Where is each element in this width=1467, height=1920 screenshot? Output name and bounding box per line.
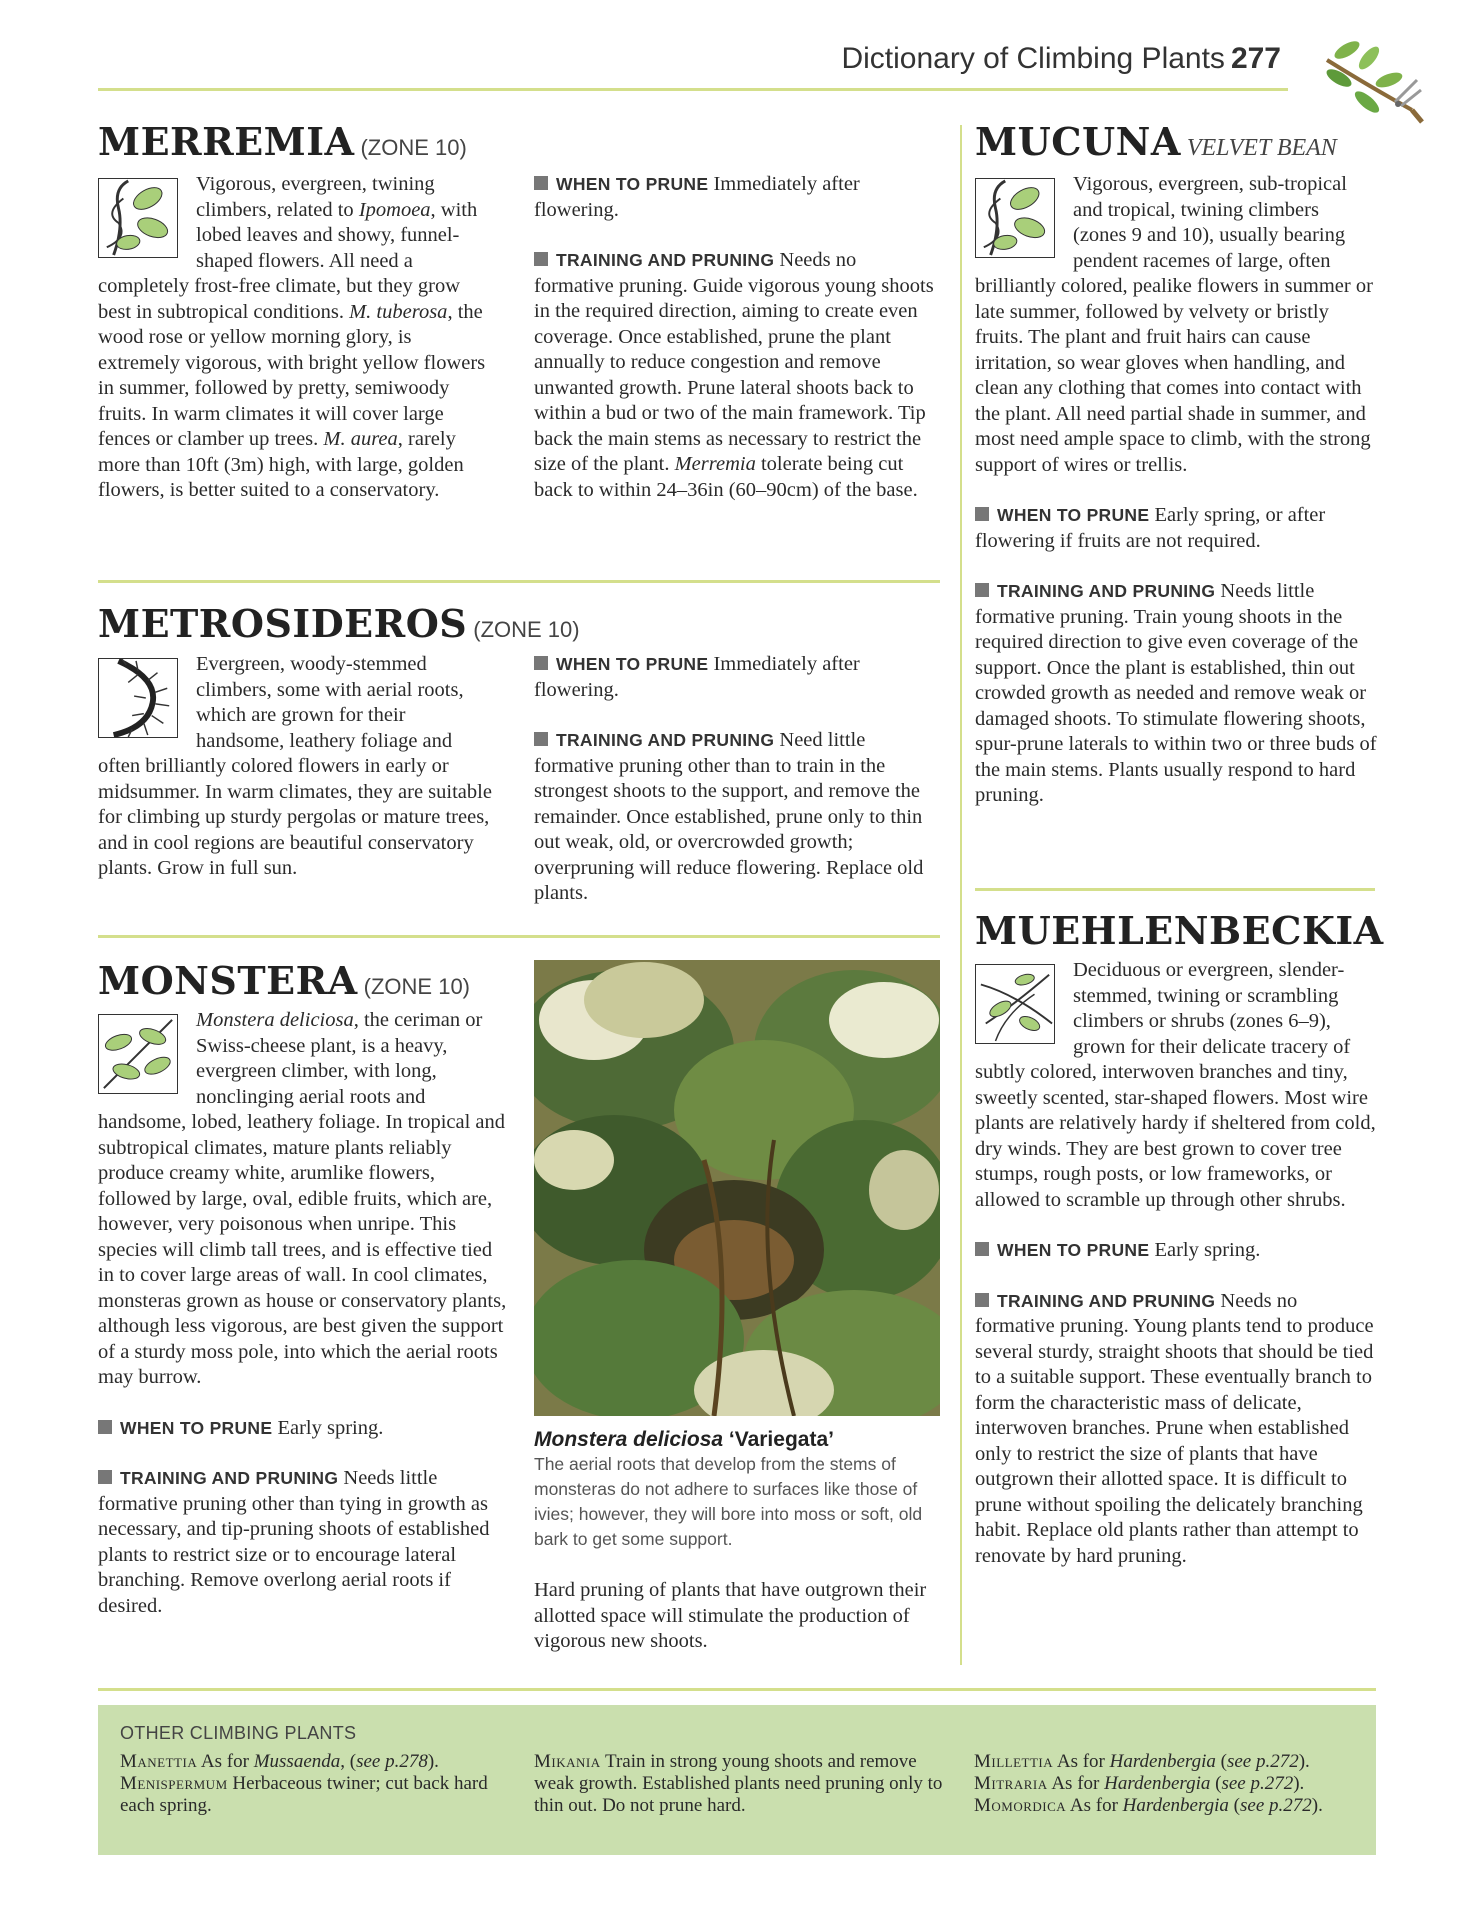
training-label: TRAINING AND PRUNING [556, 730, 775, 750]
when-text: Early spring. [272, 1416, 384, 1439]
training-label: TRAINING AND PRUNING [120, 1468, 339, 1488]
zone-label: (ZONE 10) [473, 617, 580, 642]
when-to-prune [975, 1238, 1377, 1264]
caption-text: The aerial roots that develop from the stems of monsteras do not adhere to surfaces like those of ivies; however, they will bore into moss or soft, old bark to get some support. [534, 1454, 923, 1549]
merremia-desc-part: , the wood rose or yellow morning glory, is extremely vigorous, with bright yellow flowers in summer, followed by pretty, semiwoody fruits. In warm climates it will cover large fences or clamber up trees. [98, 300, 486, 450]
when-label: WHEN TO PRUNE [997, 1240, 1150, 1260]
section-rule [975, 888, 1375, 891]
entry-text: ). [1298, 1751, 1310, 1772]
training-text: Needs little formative pruning. Train young shoots in the required direction to give even coverage of the support. Once the plant is established, thin out crowded growth as needed and remove weak or damaged shoots. To stimulate flowering shoots, spur-prune laterals to within two or three buds of the main stems. Plants usually respond to hard pruning. [975, 580, 1377, 806]
when-text: Early spring. [1149, 1239, 1261, 1261]
cross-reference: see p.272 [1226, 1751, 1299, 1772]
training-and-pruning [975, 1289, 1377, 1570]
entry-text: , ( [340, 1751, 357, 1772]
when-label: WHEN TO PRUNE [556, 174, 709, 194]
training-and-pruning [98, 1466, 508, 1619]
bullet-square-icon [534, 656, 548, 670]
bullet-square-icon [534, 732, 548, 746]
metrosideros-description [98, 652, 498, 882]
other-climbing-plants-box [98, 1705, 1376, 1855]
twining-climber-icon [98, 178, 178, 258]
common-name: VELVET BEAN [1186, 135, 1337, 161]
column-divider [960, 125, 962, 1665]
plant-name: Menispermum [120, 1773, 228, 1794]
plant-name: Momordica [974, 1795, 1067, 1816]
merremia-heading [98, 119, 958, 164]
other-col-2 [534, 1751, 944, 1817]
other-col-3 [974, 1751, 1369, 1817]
muehlenbeckia-desc: Deciduous or evergreen, slender-stemmed, twining or scrambling climbers or shrubs (zones 6–9), grown for their delicate tracery of subtly colored, interwoven branches and tiny, sweetly scented, star-shaped flowers. Most wire plants are relatively hardy if sheltered from cold, dry winds. They are best grown to cover tree stumps, rough posts, or low frameworks, or allowed to scramble up through other shrubs. [975, 959, 1376, 1211]
mucuna-text [975, 172, 1377, 809]
bullet-square-icon [975, 1242, 989, 1256]
monstera-desc: , the ceriman or Swiss-cheese plant, is a heavy, evergreen climber, with long, nonclinging aerial roots and handsome, lobed, leathery foliage. In tropical and subtropical climates, mature plants reliably produce creamy white, arumlike flowers, followed by large, oval, edible fruits, which are, however, very poisonous when unripe. This species will climb tall trees, and is effective tied in to cover large areas of wall. In cool climates, monsteras grown as house or conservatory plants, although less vigorous, are best given the support of a sturdy moss pole, into which the aerial roots may burrow. [98, 1009, 507, 1388]
training-and-pruning [534, 728, 940, 907]
entry-italic: Mussaenda [253, 1751, 341, 1772]
metrosideros-pruning [534, 652, 940, 907]
twining-climber-icon [975, 178, 1055, 258]
other-entry [120, 1773, 500, 1817]
plant-name: Mitraria [974, 1773, 1048, 1794]
entry-text: ). [1311, 1795, 1323, 1816]
zone-label: (ZONE 10) [360, 135, 467, 160]
training-label: TRAINING AND PRUNING [997, 1290, 1216, 1311]
section-rule [98, 935, 940, 938]
merremia-desc-part: , with lobed leaves and showy, funnel-shaped flowers. All need a completely frost-free climate, but they grow best in subtropical conditions. [98, 198, 478, 323]
photo-caption [534, 1428, 944, 1655]
bullet-square-icon [975, 583, 989, 597]
caption-title [534, 1428, 944, 1452]
entry-text: Herbaceous twiner; cut back hard each spring. [120, 1773, 488, 1816]
when-text: Immediately after flowering. [534, 173, 860, 221]
when-to-prune [534, 652, 940, 703]
mucuna-description [975, 172, 1377, 478]
header-rule [98, 88, 1288, 91]
other-entry [974, 1795, 1369, 1817]
merremia-description [98, 172, 498, 504]
training-label: TRAINING AND PRUNING [997, 581, 1216, 601]
training-and-pruning [975, 579, 1377, 809]
when-label: WHEN TO PRUNE [997, 505, 1150, 525]
scrambling-climber-icon [975, 964, 1055, 1044]
training-text: Needs little formative pruning other than tying in growth as necessary, and tip-pruning shoots of established plants to restrict size or to encourage lateral branching. Remove overlong aerial roots if desired. [98, 1467, 490, 1617]
bullet-square-icon [975, 507, 989, 521]
aerial-root-climber-icon [98, 1014, 178, 1094]
training-text: Needs no formative pruning. Young plants tend to produce several sturdy, straight shoots that should be tied to a suitable support. These eventually branch to form the characteristic mass of delicate, interwoven branches. Prune when established only to restrict the size of plants that have outgrown their allotted space. It is difficult to prune without spoiling the delicately branching habit. Replace old plants rather than attempt to renovate by hard pruning. [975, 1289, 1374, 1567]
monstera-photo [534, 960, 940, 1416]
caption-species: Monstera deliciosa [534, 1428, 724, 1451]
plant-name: Mikania [534, 1751, 601, 1772]
running-title: Dictionary of Climbing Plants [841, 42, 1225, 75]
other-entry [120, 1751, 500, 1773]
aerial-root-climber-icon [98, 658, 178, 738]
entry-text: As for [1053, 1751, 1110, 1772]
training-label: TRAINING AND PRUNING [556, 250, 775, 270]
other-entry [974, 1773, 1369, 1795]
entry-title: MERREMIA [98, 119, 355, 164]
mucuna-heading [975, 119, 1375, 164]
section-rule [98, 1688, 1376, 1691]
when-text: Early spring, or after flowering if fruits are not required. [975, 504, 1326, 552]
training-text: Need little formative pruning other than to train in the strongest shoots to the support, and remove the remainder. Once established, prune only to thin out weak, old, or overcrowded growth; overpruning will reduce flowering. Replace old plants. [534, 729, 924, 904]
merremia-desc-part: , rarely more than 10ft (3m) high, with large, golden flowers, is better suited to a conservatory. [98, 428, 464, 501]
muehlenbeckia-heading [975, 908, 1384, 953]
when-text: Immediately after flowering. [534, 653, 860, 701]
entry-title: MUCUNA [975, 119, 1181, 164]
bullet-square-icon [534, 176, 548, 190]
merremia-desc-italic: M. tuberosa [349, 300, 448, 323]
zone-label: (ZONE 10) [363, 974, 471, 999]
training-italic: Merremia [674, 453, 756, 475]
entry-italic: Hardenbergia [1109, 1751, 1216, 1772]
merremia-desc-part: Vigorous, evergreen, twining climbers, related to [196, 173, 435, 221]
running-head [841, 42, 1281, 76]
page-number: 277 [1230, 42, 1281, 75]
monstera-desc-italic: Monstera deliciosa [196, 1009, 354, 1031]
entry-text: Train in strong young shoots and remove weak growth. Established plants need pruning only to thin out. Do not prune hard. [534, 1751, 943, 1816]
when-to-prune [975, 503, 1377, 554]
training-text: Needs no formative pruning. Guide vigorous young shoots in the required direction, aiming to create even coverage. Once established, prune the plant annually to reduce congestion and remove unwanted growth. Prune lateral shoots back to within a bud or two of the main framework. Tip back the main stems as necessary to restrict the size of the plant. [534, 249, 934, 475]
entry-title: MUEHLENBECKIA [975, 908, 1384, 953]
cross-reference: see p.272 [1221, 1773, 1294, 1794]
when-label: WHEN TO PRUNE [120, 1417, 273, 1438]
muehlenbeckia-description [975, 958, 1377, 1213]
merremia-desc-italic: Ipomoea [358, 198, 431, 221]
bullet-square-icon [98, 1470, 112, 1484]
entry-text: As for [1047, 1773, 1105, 1794]
training-text: tolerate being cut back to within 24–36in (60–90cm) of the base. [534, 453, 918, 501]
when-to-prune [534, 172, 940, 223]
when-label: WHEN TO PRUNE [556, 654, 709, 674]
other-entry [974, 1751, 1369, 1773]
other-entry [534, 1751, 944, 1817]
entry-text: ( [1215, 1751, 1227, 1772]
cross-reference: see p.272 [1240, 1795, 1312, 1816]
plant-name: Millettia [974, 1751, 1054, 1772]
merremia-pruning [534, 172, 940, 503]
caption-cultivar: ‘Variegata’ [723, 1428, 834, 1451]
entry-text: ( [1228, 1795, 1240, 1816]
entry-title: METROSIDEROS [98, 601, 468, 646]
entry-title: MONSTERA [98, 958, 358, 1003]
entry-text: ). [1293, 1773, 1305, 1794]
when-to-prune [98, 1416, 508, 1442]
bullet-square-icon [975, 1293, 989, 1307]
plant-name: Manettia [120, 1751, 198, 1772]
mucuna-desc: Vigorous, evergreen, sub-tropical and tropical, twining climbers (zones 9 and 10), usually bearing pendent racemes of large, often brilliantly colored, pealike flowers in summer or late summer, followed by velvety or bristly fruits. The plant and fruit hairs can cause irritation, so wear gloves when handling, and clean any clothing that comes into contact with the plant. All need partial shade in summer, and most need ample space to climb, with the strong support of wires or trellis. [975, 173, 1373, 476]
other-box-title: OTHER CLIMBING PLANTS [120, 1723, 357, 1743]
other-col-1 [120, 1751, 500, 1817]
entry-italic: Hardenbergia [1122, 1795, 1229, 1816]
metrosideros-heading [98, 601, 958, 646]
hard-pruning-note: Hard pruning of plants that have outgrown their allotted space will stimulate the production of vigorous new shoots. [534, 1579, 927, 1652]
monstera-text [98, 1008, 508, 1619]
merremia-desc-italic: M. aurea [323, 428, 398, 450]
entry-text: As for [1066, 1795, 1123, 1816]
entry-italic: Hardenbergia [1104, 1773, 1211, 1794]
bullet-square-icon [534, 252, 548, 266]
entry-text: ( [1210, 1773, 1222, 1794]
monstera-heading [98, 958, 538, 1003]
bullet-square-icon [98, 1420, 112, 1434]
section-rule [98, 580, 940, 583]
muehlenbeckia-text [975, 958, 1377, 1569]
cross-reference: see p.278 [356, 1751, 428, 1772]
entry-text: As for [197, 1751, 254, 1772]
monstera-description [98, 1008, 508, 1391]
training-and-pruning [534, 248, 940, 503]
entry-text: ). [427, 1751, 439, 1772]
metrosideros-desc: Evergreen, woody-stemmed climbers, some with aerial roots, which are grown for their handsome, leathery foliage and often brilliantly colored flowers in early or midsummer. In warm climates, they are suitable for climbing up sturdy pergolas or mature trees, and in cool regions are beautiful conservatory plants. Grow in full sun. [98, 653, 492, 879]
